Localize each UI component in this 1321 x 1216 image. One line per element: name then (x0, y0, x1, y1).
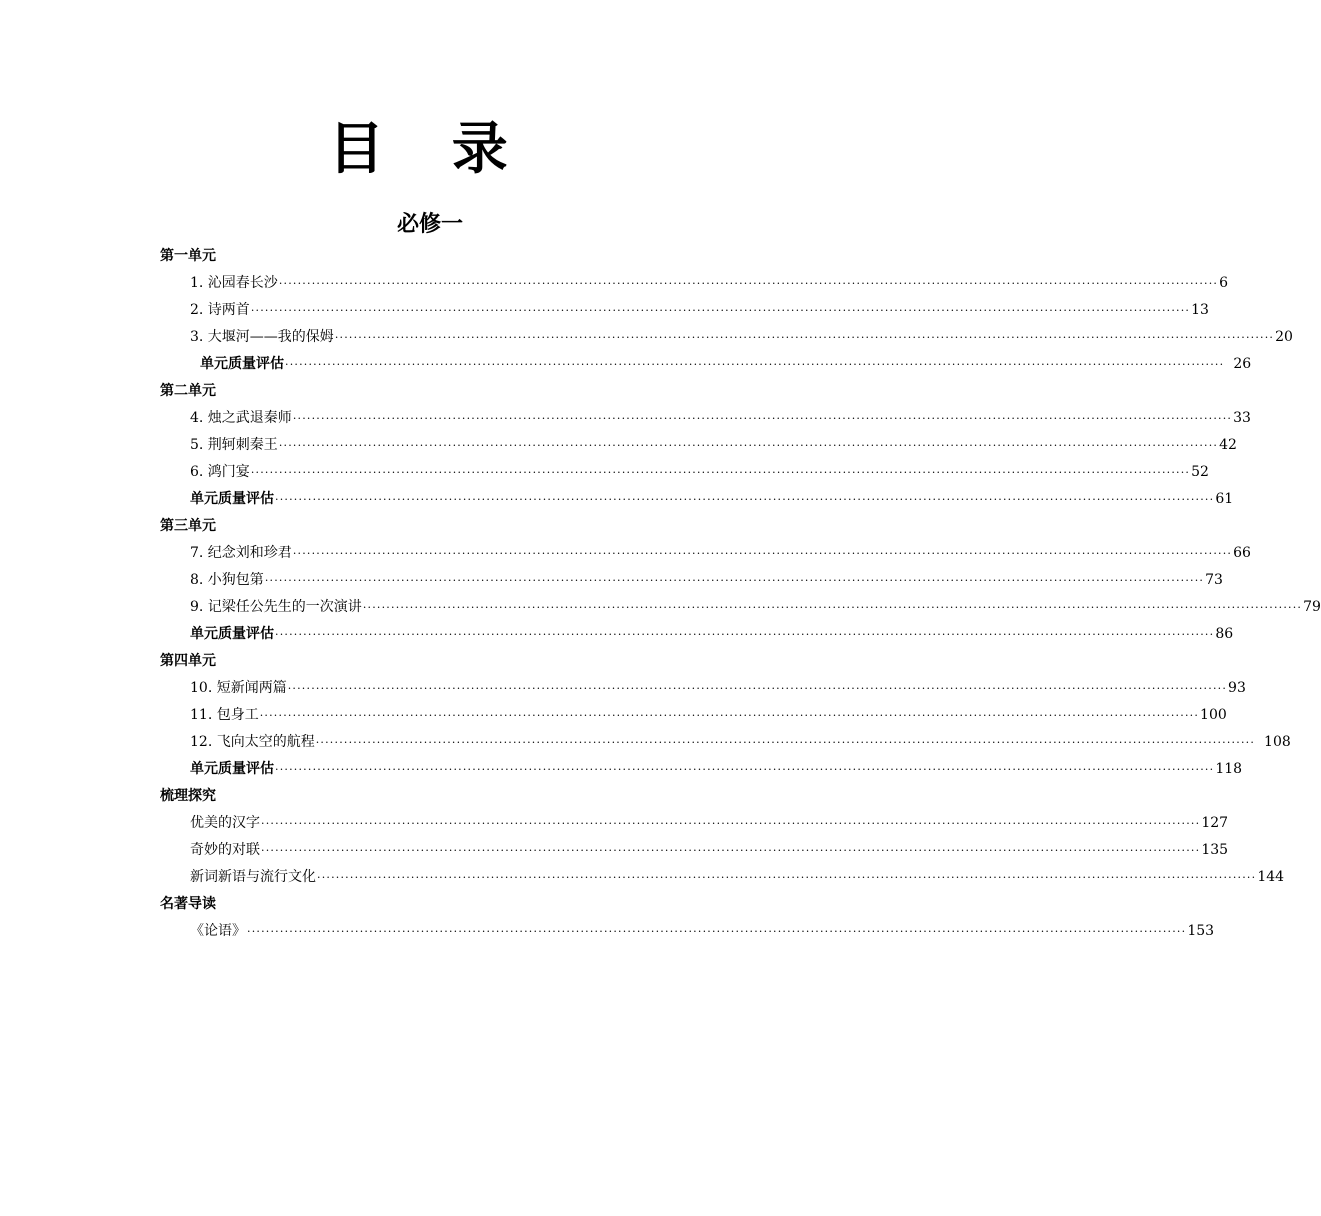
toc-unit-assessment-entry[interactable] (160, 621, 1234, 648)
toc-unit-assessment-entry[interactable] (160, 351, 1252, 378)
toc-entry-label: 1. 沁园春长沙 (190, 275, 278, 291)
toc-section-heading: 第二单元 (160, 383, 216, 399)
toc-page-number: 118 (1215, 761, 1243, 777)
toc-entry[interactable] (160, 729, 1291, 756)
toc-page-number: 6 (1219, 275, 1229, 291)
toc-entry-label: 3. 大堰河——我的保姆 (190, 329, 334, 345)
toc-dot-leader: ········································································································································································································ (334, 331, 1275, 344)
toc-dot-leader: ········································································································································································································ (292, 412, 1233, 425)
toc-entry-label: 8. 小狗包第 (190, 572, 264, 588)
toc-entry-label: 单元质量评估 (200, 356, 284, 372)
toc-entry-label: 优美的汉字 (190, 815, 260, 831)
toc-entry[interactable] (160, 918, 1215, 945)
toc-dot-leader: ········································································································································································································ (287, 682, 1228, 695)
toc-entry-label: 6. 鸿门宴 (190, 464, 250, 480)
toc-entry-label: 单元质量评估 (190, 761, 274, 777)
toc-entry-label: 11. 包身工 (190, 707, 259, 723)
toc-dot-leader: ········································································································································································································ (259, 709, 1200, 722)
toc-page-number: 52 (1191, 464, 1209, 480)
toc-dot-leader: ········································································································································································································ (292, 547, 1233, 560)
toc-entry[interactable] (160, 702, 1227, 729)
toc-entry[interactable] (160, 675, 1246, 702)
volume-title: 必修一 (396, 212, 463, 237)
toc-entry-label: 《论语》 (190, 923, 246, 939)
toc-page-number: 42 (1219, 437, 1237, 453)
toc-entry[interactable] (160, 567, 1223, 594)
toc-section-heading: 梳理探究 (160, 788, 216, 804)
toc-page-number: 144 (1257, 869, 1285, 885)
toc-page-number: 33 (1233, 410, 1251, 426)
toc-entry-label: 12. 飞向太空的航程 (190, 734, 315, 750)
toc-page-number: 108 (1264, 734, 1291, 750)
toc-dot-leader: ········································································································································································································ (317, 871, 1257, 884)
toc-page-number: 20 (1275, 329, 1293, 345)
toc-entry[interactable] (160, 864, 1285, 891)
toc-entry-label: 10. 短新闻两篇 (190, 680, 287, 696)
toc-entry[interactable] (160, 810, 1229, 837)
toc-dot-leader: ········································································································································································································ (250, 304, 1191, 317)
toc-entry[interactable] (160, 594, 1321, 621)
toc-dot-leader: ········································································································································································································ (278, 439, 1219, 452)
toc-entry[interactable] (160, 405, 1251, 432)
toc-section-heading: 名著导读 (160, 896, 216, 912)
toc-entry[interactable] (160, 270, 1229, 297)
toc-entry-label: 7. 纪念刘和珍君 (190, 545, 292, 561)
toc-section-heading: 第三单元 (160, 518, 216, 534)
toc-page-number: 66 (1233, 545, 1251, 561)
toc-dot-leader: ········································································································································································································ (261, 844, 1201, 857)
toc-entry-label: 单元质量评估 (190, 491, 274, 507)
toc-page-number: 86 (1215, 626, 1234, 642)
toc-dot-leader: ········································································································································································································ (275, 628, 1215, 641)
toc-unit-assessment-entry[interactable] (160, 756, 1243, 783)
toc-section-heading: 第一单元 (160, 248, 216, 264)
toc-dot-leader: ········································································································································································································ (250, 466, 1191, 479)
toc-page-number: 93 (1228, 680, 1246, 696)
toc-page-number: 61 (1215, 491, 1234, 507)
toc-entry[interactable] (160, 297, 1209, 324)
toc-entry-label: 新词新语与流行文化 (190, 869, 316, 885)
toc-entry-label: 2. 诗两首 (190, 302, 250, 318)
toc-unit-assessment-entry[interactable] (160, 486, 1234, 513)
toc-dot-leader: ········································································································································································································ (362, 601, 1303, 614)
toc-page-number: 73 (1205, 572, 1223, 588)
toc-dot-leader: ········································································································································································································ (264, 574, 1205, 587)
table-of-contents (160, 243, 1321, 945)
toc-dot-leader: ········································································································································································································ (275, 493, 1215, 506)
toc-entry-label: 5. 荆轲刺秦王 (190, 437, 278, 453)
toc-page-number: 100 (1200, 707, 1227, 723)
toc-entry[interactable] (160, 837, 1229, 864)
toc-dot-leader: ········································································································································································································ (275, 763, 1215, 776)
toc-section-heading: 第四单元 (160, 653, 216, 669)
toc-entry-label: 4. 烛之武退秦师 (190, 410, 292, 426)
page-title: 目 录 (328, 117, 532, 182)
toc-entry-label: 9. 记梁任公先生的一次演讲 (190, 599, 362, 615)
toc-page-number: 153 (1187, 923, 1215, 939)
toc-entry-label: 奇妙的对联 (190, 842, 260, 858)
toc-dot-leader: ········································································································································································································ (247, 925, 1187, 938)
toc-dot-leader: ········································································································································································································ (261, 817, 1201, 830)
toc-entry[interactable] (160, 459, 1209, 486)
toc-dot-leader: ········································································································································································································ (278, 277, 1219, 290)
toc-entry[interactable] (160, 432, 1237, 459)
toc-page-number: 26 (1233, 356, 1252, 372)
toc-page-number: 127 (1201, 815, 1229, 831)
toc-page-number: 135 (1201, 842, 1229, 858)
toc-entry[interactable] (160, 540, 1251, 567)
toc-entry-label: 单元质量评估 (190, 626, 274, 642)
toc-entry[interactable] (160, 324, 1293, 351)
toc-page-number: 13 (1191, 302, 1209, 318)
toc-dot-leader: ········································································································································································································ (285, 358, 1225, 371)
toc-page-number: 79 (1303, 599, 1321, 615)
toc-dot-leader: ········································································································································································································ (315, 736, 1256, 749)
